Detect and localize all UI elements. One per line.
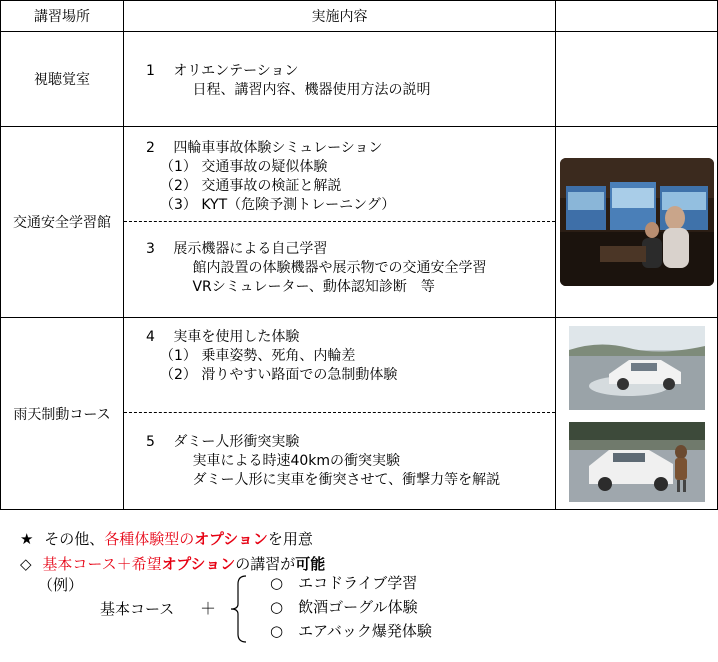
item-detail: 館内設置の体験機器や展示物での交通安全学習: [174, 260, 487, 276]
image-cell: [556, 127, 718, 318]
note-highlight: オプション: [161, 555, 236, 573]
star-icon: ★: [20, 530, 34, 548]
item-title: 2 四輪車事故体験シミュレーション: [146, 140, 383, 156]
content-cell: [124, 32, 556, 127]
item-title: 1 オリエンテーション: [146, 63, 299, 79]
header-image: [556, 1, 718, 32]
item-detail: （1） 交通事故の疑似体験: [160, 159, 328, 175]
image-cell: [556, 32, 718, 127]
item-detail: VRシミュレーター、動体認知診断 等: [174, 279, 435, 295]
item-title: 4 実車を使用した体験: [146, 329, 300, 345]
example-label: （例）: [38, 576, 84, 594]
place-cell: 交通安全学習館: [1, 127, 124, 318]
note-text: その他、: [44, 530, 105, 548]
content-cell: [124, 127, 556, 318]
item-detail: （2） 滑りやすい路面での急制動体験: [160, 367, 398, 383]
note-highlight: オプション: [194, 530, 268, 548]
crash-photo: [569, 422, 705, 502]
table-row: [1, 127, 718, 318]
header-content: 実施内容: [124, 1, 556, 32]
diamond-icon: ◇: [20, 555, 32, 573]
image-cell: [556, 318, 718, 510]
note-highlight: 基本コース＋希望: [42, 555, 162, 573]
note-text: を用意: [267, 530, 313, 548]
item-detail: 実車による時速40kmの衝突実験: [174, 453, 401, 469]
table-row: [1, 318, 718, 510]
item-detail: ダミー人形に実車を衝突させて、衝撃力等を解説: [174, 472, 501, 488]
table-header: [1, 1, 718, 32]
table-row: [1, 32, 718, 127]
plus-sign: ＋: [200, 599, 217, 618]
car-photo: [569, 326, 705, 410]
note-line-1: [20, 528, 313, 549]
option-item: ○ エコドライブ学習: [270, 574, 418, 592]
item-title: 5 ダミー人形衝突実験: [146, 434, 300, 450]
item-detail: （2） 交通事故の検証と解説: [160, 178, 342, 194]
content-cell: [124, 318, 556, 510]
note-text: 可能: [295, 555, 326, 573]
note-line-2: [20, 553, 325, 574]
option-item: ○ エアバック爆発体験: [270, 622, 432, 640]
basic-course-label: 基本コース: [100, 600, 175, 618]
item-detail: 日程、講習内容、機器使用方法の説明: [174, 82, 431, 98]
option-item: ○ 飲酒ゴーグル体験: [270, 598, 418, 616]
place-cell: 視聴覚室: [1, 32, 124, 127]
note-highlight: 各種体験型の: [104, 530, 195, 548]
note-text: の講習が: [235, 555, 296, 573]
brace-icon: [228, 574, 248, 644]
item-detail: （1） 乗車姿勢、死角、内輪差: [160, 348, 356, 364]
item-title: 3 展示機器による自己学習: [146, 241, 328, 257]
header-place: 講習場所: [1, 1, 124, 32]
item-detail: （3） KYT（危険予測トレーニング）: [160, 197, 396, 213]
simulator-photo: [560, 158, 714, 286]
place-cell: 雨天制動コース: [1, 318, 124, 510]
